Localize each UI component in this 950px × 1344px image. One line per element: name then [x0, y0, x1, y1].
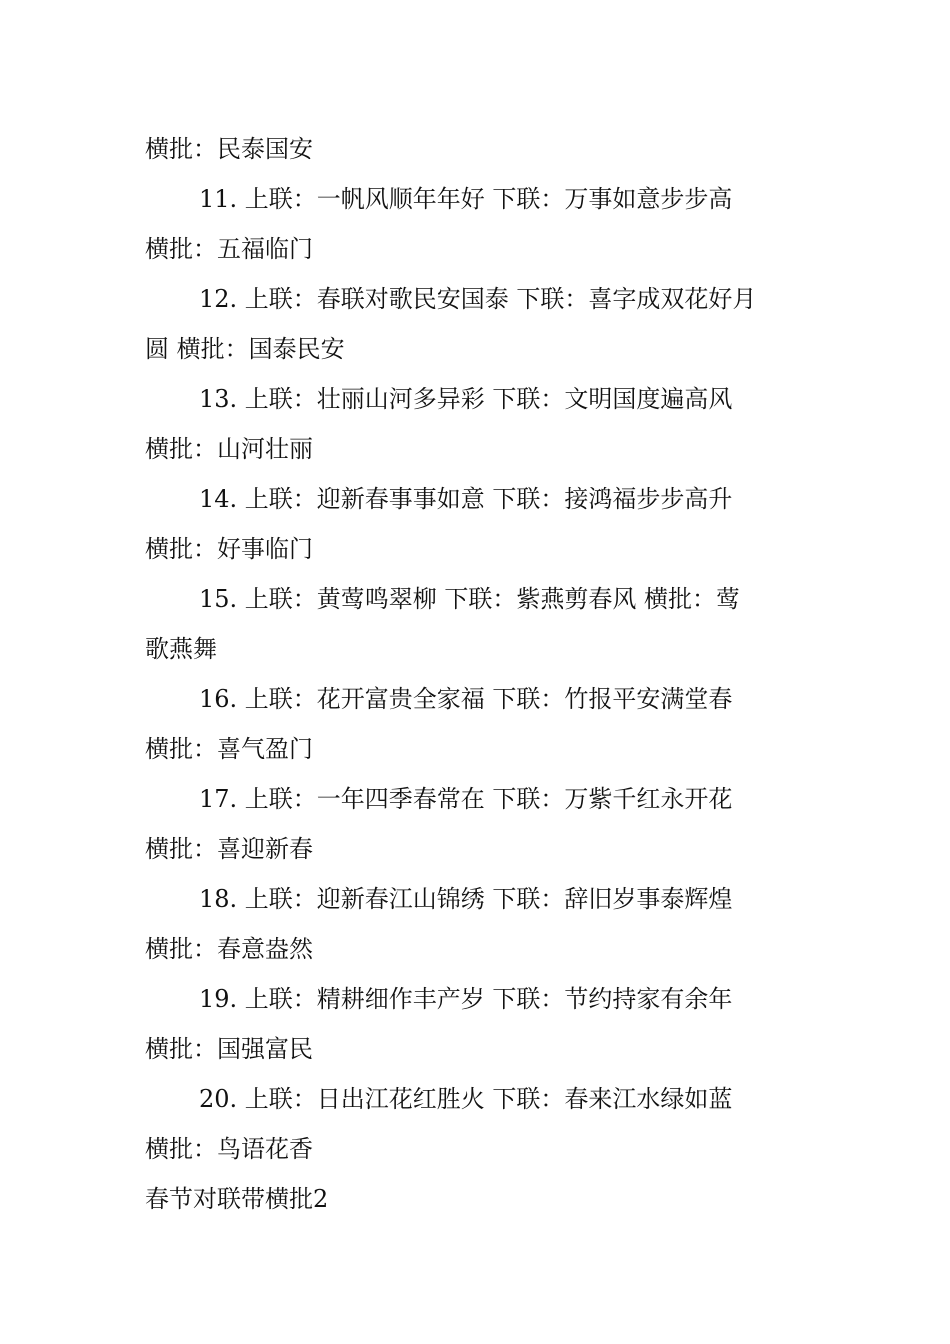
text-line: 圆 横批：国泰民安 — [145, 335, 345, 363]
text-line: 19. 上联：精耕细作丰产岁 下联：节约持家有余年 — [199, 985, 733, 1013]
text-line: 歌燕舞 — [145, 635, 217, 663]
section-heading: 春节对联带横批2 — [145, 1185, 329, 1213]
text-line: 12. 上联：春联对歌民安国泰 下联：喜字成双花好月 — [199, 285, 757, 313]
text-line: 13. 上联：壮丽山河多异彩 下联：文明国度遍高风 — [199, 385, 733, 413]
text-line: 横批：喜迎新春 — [145, 835, 313, 863]
text-line: 横批：山河壮丽 — [145, 435, 313, 463]
text-line: 横批：五福临门 — [145, 235, 313, 263]
text-line: 15. 上联：黄莺鸣翠柳 下联：紫燕剪春风 横批：莺 — [199, 585, 741, 613]
document-page — [145, 128, 805, 1228]
text-line: 横批：国强富民 — [145, 1035, 313, 1063]
text-line: 横批：好事临门 — [145, 535, 313, 563]
text-line: 17. 上联：一年四季春常在 下联：万紫千红永开花 — [199, 785, 733, 813]
text-line: 16. 上联：花开富贵全家福 下联：竹报平安满堂春 — [199, 685, 733, 713]
text-line: 11. 上联：一帆风顺年年好 下联：万事如意步步高 — [199, 185, 733, 213]
text-line: 20. 上联：日出江花红胜火 下联：春来江水绿如蓝 — [199, 1085, 733, 1113]
text-line: 横批：民泰国安 — [145, 135, 313, 163]
text-line: 横批：春意盎然 — [145, 935, 313, 963]
text-line: 横批：喜气盈门 — [145, 735, 313, 763]
text-line: 18. 上联：迎新春江山锦绣 下联：辞旧岁事泰辉煌 — [199, 885, 733, 913]
text-line: 14. 上联：迎新春事事如意 下联：接鸿福步步高升 — [199, 485, 733, 513]
text-line: 横批：鸟语花香 — [145, 1135, 313, 1163]
